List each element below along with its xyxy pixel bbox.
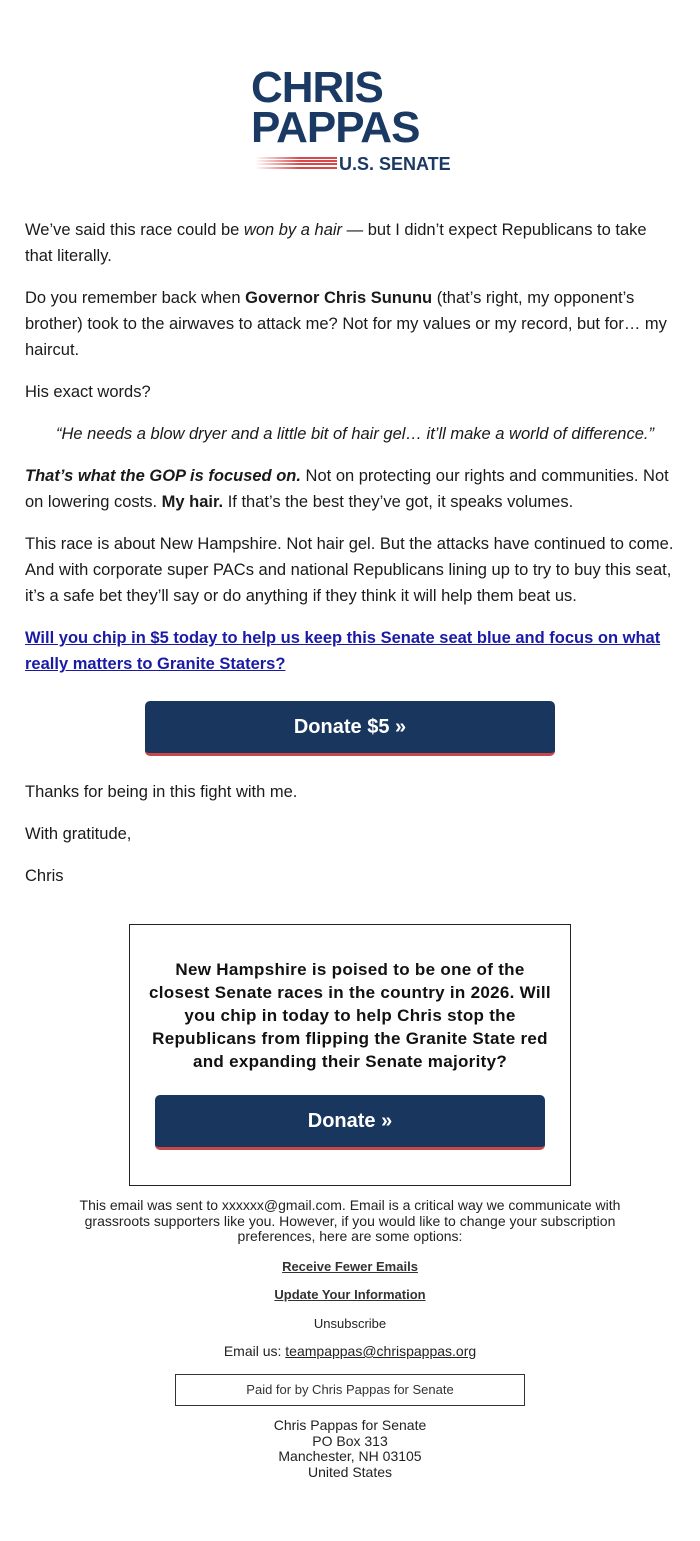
- subscription-notice: This email was sent to xxxxxx@gmail.com. Email is a critical way we communicate with grassroots supporters like you. However, if you would like to change your subscription preferences, here are some options:: [79, 1197, 621, 1244]
- bold-italic-text: That’s what the GOP is focused on.: [25, 467, 301, 485]
- footer: [70, 1198, 630, 1360]
- email-us-label: Email us:: [223, 1343, 286, 1359]
- paragraph-race: This race is about New Hampshire. Not hair gel. But the attacks have continued to come. And with corporate super PACs and national Republicans lining up to try to buy this seat, it’s a safe bet they’ll say or do anything if they think it will help them beat us.: [25, 535, 674, 605]
- text: (that’s right, my opponent’s brother) took to the airwaves to attack me? Not for my values or my record, but for… my haircut.: [25, 289, 667, 359]
- paragraph-exact-words: His exact words?: [25, 383, 151, 401]
- logo-first-name: CHRIS: [251, 63, 383, 112]
- paragraph-sununu: [25, 285, 675, 363]
- address-country: United States: [307, 1463, 393, 1480]
- email-us-line: [70, 1344, 630, 1360]
- paragraph-intro: [25, 217, 675, 269]
- bold-text: Governor Chris Sununu: [245, 289, 433, 307]
- text: Not on protecting our rights and communities. Not on lowering costs.: [25, 467, 669, 511]
- paragraph-cta: [25, 625, 675, 677]
- appeal-text: New Hampshire is poised to be one of the closest Senate races in the country in 2026. Will you chip in today to help Chris stop the Republicans from flipping the Granite State red and expanding their Senate majority?: [149, 960, 551, 1071]
- email-address-link[interactable]: teampappas@chrispappas.org: [285, 1343, 477, 1359]
- address-po-box: PO Box 313: [312, 1432, 388, 1449]
- address-city: Manchester, NH 03105: [278, 1448, 422, 1464]
- campaign-logo: [251, 63, 451, 178]
- sign-off: With gratitude,: [25, 825, 132, 843]
- paragraph-gop-focus: [25, 463, 675, 515]
- appeal-box: [129, 924, 571, 1186]
- text: If that’s the best they’ve got, it speaks volumes.: [223, 493, 574, 511]
- emphasis-text: won by a hair: [243, 221, 343, 239]
- logo-office: U.S. SENATE: [339, 154, 451, 174]
- text: We’ve said this race could be: [25, 221, 244, 239]
- address-org: Chris Pappas for Senate: [273, 1417, 427, 1433]
- bold-text: My hair.: [161, 493, 224, 511]
- blockquote: “He needs a blow dryer and a little bit of hair gel… it’ll make a world of difference.”: [56, 425, 654, 443]
- logo-stripes-icon: [255, 157, 337, 172]
- signature: Chris: [25, 867, 64, 885]
- receive-fewer-emails-link[interactable]: Receive Fewer Emails: [282, 1258, 418, 1274]
- update-information-link[interactable]: Update Your Information: [274, 1287, 426, 1302]
- text: Do you remember back when: [25, 289, 246, 307]
- email-body: [25, 217, 675, 693]
- chip-in-link[interactable]: Will you chip in $5 today to help us keep this Senate seat blue and focus on what really matters to Granite Staters?: [25, 629, 661, 673]
- thanks-line: Thanks for being in this fight with me.: [25, 783, 298, 801]
- unsubscribe-link[interactable]: Unsubscribe: [313, 1315, 387, 1331]
- mailing-address: [175, 1418, 525, 1480]
- logo-last-name: PAPPAS: [251, 103, 420, 152]
- text: — but I didn’t expect Republicans to take that literally.: [25, 221, 647, 265]
- paid-for-disclaimer: Paid for by Chris Pappas for Senate: [175, 1374, 525, 1406]
- donate-5-button[interactable]: Donate $5 »: [145, 701, 555, 756]
- closing: [25, 780, 297, 906]
- donate-button[interactable]: Donate »: [155, 1095, 545, 1150]
